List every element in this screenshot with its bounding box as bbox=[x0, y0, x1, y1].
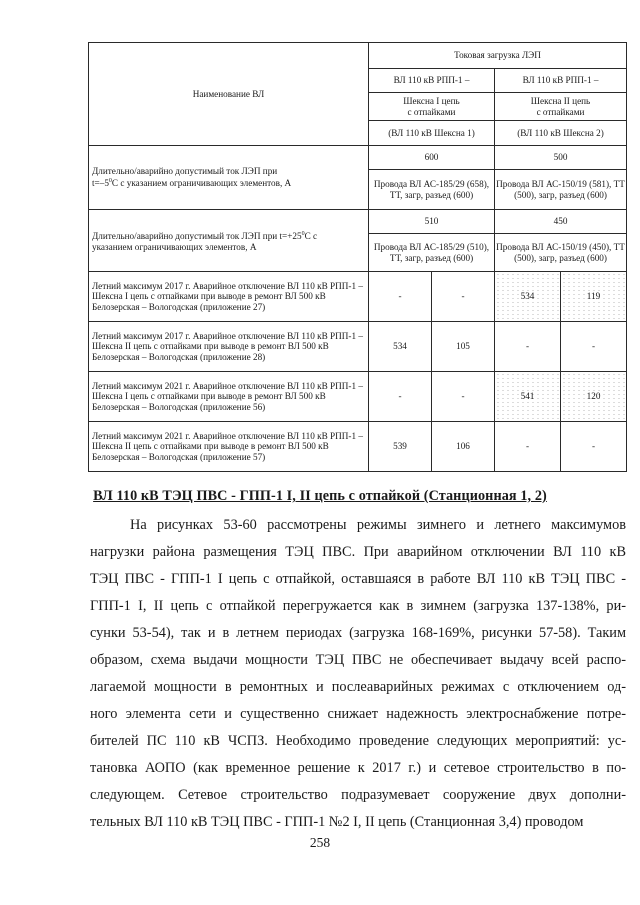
scenario-value: 106 bbox=[432, 422, 495, 472]
scenario-value: - bbox=[561, 422, 627, 472]
header-col1-title: ВЛ 110 кВ РПП-1 – bbox=[369, 69, 495, 93]
scenario-value: - bbox=[495, 422, 561, 472]
minus5-col2-note: Провода ВЛ АС-150/19 (581), ТТ (500), загр, разъед (600) bbox=[495, 170, 627, 210]
row-label-plus25-line2: указанием ограничивающих элементов, А bbox=[92, 241, 257, 252]
paragraph-line: сунки 53-54), так и в летнем периодах (загрузка 168-169%, рисунки 57-58). Таким bbox=[90, 625, 626, 641]
row-label-minus5-line1: Длительно/аварийно допустимый ток ЛЭП при bbox=[92, 166, 278, 177]
scenario-value: - bbox=[369, 372, 432, 422]
scenario-label: Летний максимум 2021 г. Аварийное отключение ВЛ 110 кВ РПП-1 – Шексна I цепь с отпайками при выводе в ремонт ВЛ 500 кВ Белозерская – Вологодская (приложение 56) bbox=[89, 372, 369, 422]
section-heading: ВЛ 110 кВ ТЭЦ ПВС - ГПП-1 I, II цепь с отпайкой (Станционная 1, 2) bbox=[93, 488, 547, 504]
plus25-col2-note: Провода ВЛ АС-150/19 (450), ТТ (500), загр, разъед (600) bbox=[495, 234, 627, 272]
scenario-value: - bbox=[432, 272, 495, 322]
scenario-value: 534 bbox=[369, 322, 432, 372]
row-label-plus25 bbox=[89, 210, 369, 272]
paragraph-line: ТЭЦ ПВС - ГПП-1 I цепь с отпайкой, оставшаяся в работе ВЛ 110 кВ ТЭЦ ПВС - bbox=[90, 571, 626, 587]
scenario-value: 120 bbox=[561, 372, 627, 422]
line-load-table bbox=[88, 42, 627, 472]
degree-sup: 0 bbox=[108, 178, 112, 185]
paragraph-line: бителей ПС 110 кВ ЧСПЗ. Необходимо проведение следующих мероприятий: ус- bbox=[90, 733, 626, 749]
scenario-value: 105 bbox=[432, 322, 495, 372]
header-col2-title: ВЛ 110 кВ РПП-1 – bbox=[495, 69, 627, 93]
paragraph-line: лагаемой мощности в ремонтных и послеаварийных режимах с отключением од- bbox=[90, 679, 626, 695]
row-label-minus5-rest: С с указанием ограничивающих элементов, А bbox=[111, 178, 292, 189]
header-col2-subtitle bbox=[495, 93, 627, 121]
scenario-label: Летний максимум 2021 г. Аварийное отключение ВЛ 110 кВ РПП-1 – Шексна II цепь с отпайками при выводе в ремонт ВЛ 500 кВ Белозерская – Вологодская (приложение 57) bbox=[89, 422, 369, 472]
scenario-value: 541 bbox=[495, 372, 561, 422]
paragraph-line: ного элемента сети и существенно снижает надежность электроснабжение потре- bbox=[90, 706, 626, 722]
paragraph-line: На рисунках 53-60 рассмотрены режимы зимнего и летнего максимумов bbox=[130, 517, 626, 533]
header-col1-circuit: Шексна I цепь bbox=[403, 96, 460, 107]
plus25-col1-value: 510 bbox=[369, 210, 495, 234]
paragraph-line: тельных ВЛ 110 кВ ТЭЦ ПВС - ГПП-1 №2 I, II цепь (Станционная 3,4) проводом bbox=[90, 814, 584, 830]
table-row bbox=[89, 372, 627, 422]
scenario-value: - bbox=[432, 372, 495, 422]
header-line-name: Наименование ВЛ bbox=[89, 43, 369, 146]
row-label-minus5-temp: t=–5 bbox=[92, 178, 109, 189]
plus25-col2-value: 450 bbox=[495, 210, 627, 234]
table-row bbox=[89, 322, 627, 372]
scenario-value: 119 bbox=[561, 272, 627, 322]
plus25-col1-note: Провода ВЛ АС-185/29 (510), ТТ, загр, разъед (600) bbox=[369, 234, 495, 272]
scenario-value: 534 bbox=[495, 272, 561, 322]
table-row bbox=[89, 272, 627, 322]
row-label-plus25-unit: С с bbox=[304, 231, 318, 242]
header-col1-subtitle bbox=[369, 93, 495, 121]
scenario-label: Летний максимум 2017 г. Аварийное отключение ВЛ 110 кВ РПП-1 – Шексна II цепь с отпайками при выводе в ремонт ВЛ 500 кВ Белозерская – Вологодская (приложение 28) bbox=[89, 322, 369, 372]
minus5-col1-value: 600 bbox=[369, 146, 495, 170]
body-paragraph bbox=[90, 512, 626, 836]
header-current-load: Токовая загрузка ЛЭП bbox=[369, 43, 627, 69]
minus5-col1-note: Провода ВЛ АС-185/29 (658), ТТ, загр, разъед (600) bbox=[369, 170, 495, 210]
table-row bbox=[89, 422, 627, 472]
paragraph-line: образом, схема выдачи мощности ТЭЦ ПВС не обеспечивает выдачу всей распо- bbox=[90, 652, 626, 668]
page-number: 258 bbox=[309, 835, 331, 850]
scenario-value: - bbox=[369, 272, 432, 322]
row-label-plus25-line1: Длительно/аварийно допустимый ток ЛЭП при t=+25 bbox=[92, 231, 302, 242]
row-label-minus5 bbox=[89, 146, 369, 210]
paragraph-line: ГПП-1 I, II цепь с отпайкой перегружается как в зимнем (загрузка 137-138%, ри- bbox=[90, 598, 626, 614]
header-col2-circuit: Шексна II цепь bbox=[530, 96, 591, 107]
scenario-value: - bbox=[495, 322, 561, 372]
header-col1-taps: с отпайками bbox=[407, 106, 456, 117]
scenario-label: Летний максимум 2017 г. Аварийное отключение ВЛ 110 кВ РПП-1 – Шексна I цепь с отпайками при выводе в ремонт ВЛ 500 кВ Белозерская – Вологодская (приложение 27) bbox=[89, 272, 369, 322]
header-col2-taps: с отпайками bbox=[536, 106, 585, 117]
header-col2-alias: (ВЛ 110 кВ Шексна 2) bbox=[495, 121, 627, 146]
scenario-value: - bbox=[561, 322, 627, 372]
minus5-col2-value: 500 bbox=[495, 146, 627, 170]
degree-sup: 0 bbox=[301, 231, 305, 238]
paragraph-line: следующем. Сетевое строительство подразумевает сооружение двух дополни- bbox=[90, 787, 626, 803]
paragraph-line: тановка АОПО (как временное решение к 2017 г.) и сетевое строительство в по- bbox=[90, 760, 626, 776]
header-col1-alias: (ВЛ 110 кВ Шексна 1) bbox=[369, 121, 495, 146]
paragraph-line: нагрузки района размещения ТЭЦ ПВС. При аварийном отключении ВЛ 110 кВ bbox=[90, 544, 626, 560]
scenario-value: 539 bbox=[369, 422, 432, 472]
